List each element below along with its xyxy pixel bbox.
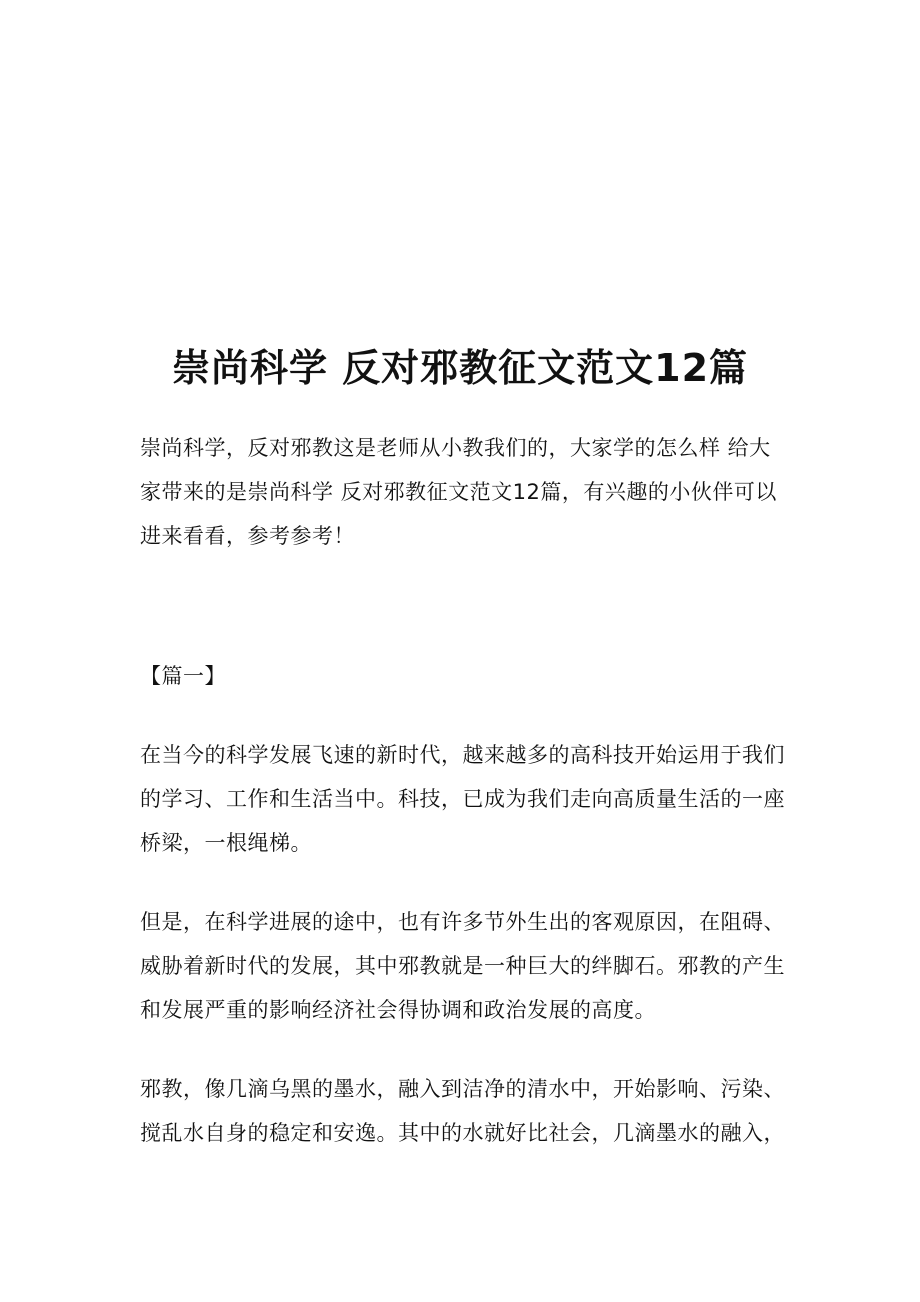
intro-paragraph: 崇尚科学，反对邪教这是老师从小教我们的，大家学的怎么样 给大家带来的是崇尚科学 反对邪教征文范文12篇，有兴趣的小伙伴可以进来看看，参考参考！ xyxy=(140,436,777,548)
section-label: 【篇一】 xyxy=(140,664,226,688)
body-paragraph-3: 邪教，像几滴乌黑的墨水，融入到洁净的清水中，开始影响、污染、搅乱水自身的稳定和安逸。其中的水就好比社会，几滴墨水的融入， xyxy=(140,1077,785,1145)
body-paragraph-2: 但是，在科学进展的途中，也有许多节外生出的客观原因，在阻碍、威胁着新时代的发展，其中邪教就是一种巨大的绊脚石。邪教的产生和发展严重的影响经济社会得协调和政治发展的高度。 xyxy=(140,910,785,1022)
page-title: 崇尚科学 反对邪教征文范文12篇 xyxy=(171,346,749,390)
body-paragraph-1: 在当今的科学发展飞速的新时代，越来越多的高科技开始运用于我们的学习、工作和生活当中。科技，已成为我们走向高质量生活的一座桥梁，一根绳梯。 xyxy=(140,743,785,855)
document-body xyxy=(140,426,790,1190)
